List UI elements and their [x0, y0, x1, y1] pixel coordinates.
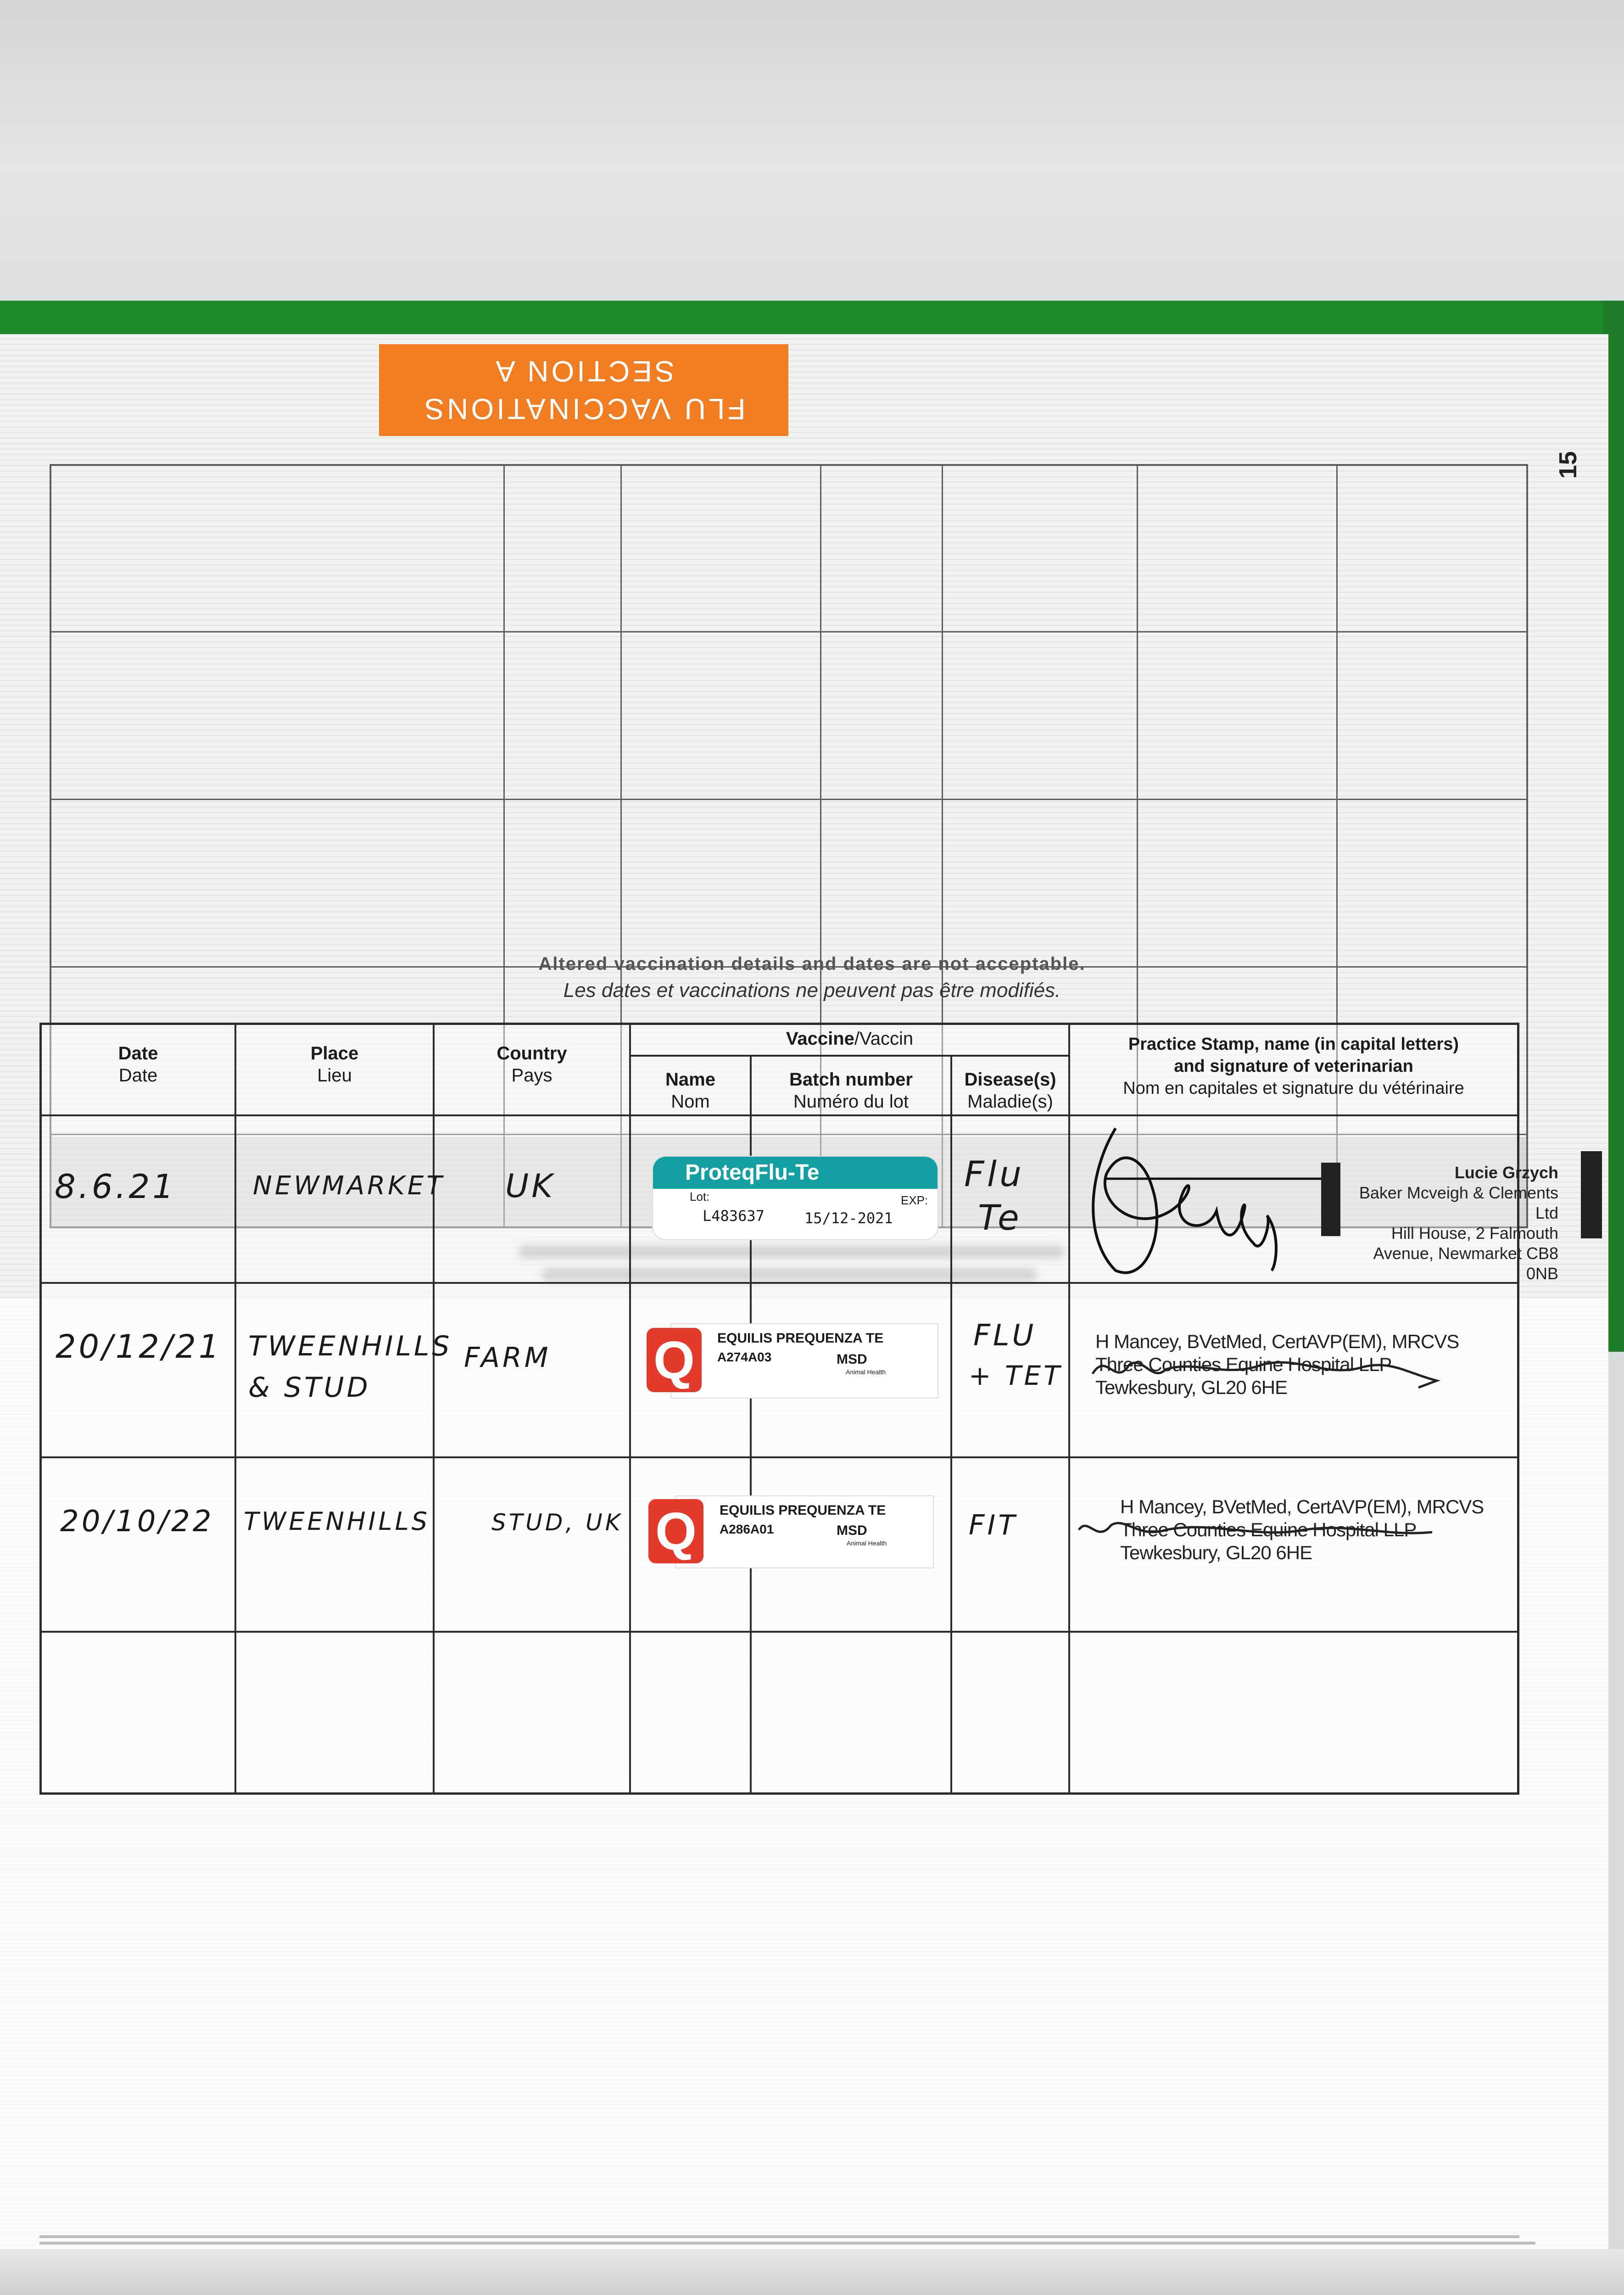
row1-vet-signature — [1079, 1119, 1363, 1280]
row2-place-line2: & STUD — [248, 1371, 371, 1404]
row1-place: NEWMARKET — [253, 1171, 445, 1201]
row1-practice-stamp: Lucie Grzych Baker Mcveigh & Clements Ltd Hill House, 2 Falmouth Avenue, Newmarket CB8 0NB — [1359, 1163, 1558, 1283]
proteq-brand: ProteqFlu-Te — [653, 1157, 938, 1189]
page-number: 15 — [1554, 451, 1582, 479]
passport-cover-edge — [0, 301, 1624, 336]
row2-vet-signature — [1088, 1346, 1464, 1397]
header-country: Country Pays — [497, 1043, 567, 1086]
row2-practice-stamp: H Mancey, BVetMed, CertAVP(EM), MRCVS Three Counties Equine Hospital LLP Tewkesbury, GL20 6HE — [1095, 1331, 1459, 1398]
notice-english: Altered vaccination details and dates are not acceptable. — [538, 954, 1086, 974]
row1-disease-1: Flu — [964, 1153, 1024, 1194]
section-banner-upside-down — [379, 344, 788, 436]
row1-vaccine-label — [652, 1156, 938, 1240]
row2-country: FARM — [464, 1342, 551, 1374]
header-disease: Disease(s) Maladie(s) — [964, 1069, 1056, 1112]
vaccine-batch: A274A03 — [717, 1350, 772, 1364]
header-batch: Batch number Numéro du lot — [789, 1069, 913, 1112]
row1-disease-2: Te — [978, 1197, 1022, 1238]
msd-logo: MSD — [837, 1352, 867, 1367]
row3-disease: FIT — [969, 1509, 1018, 1541]
banner-line-1: FLU VACCINATIONS — [422, 392, 746, 425]
row3-vet-signature — [1074, 1511, 1441, 1548]
msd-subtitle: Animal Health — [847, 1539, 887, 1547]
row3-practice-stamp: H Mancey, BVetMed, CertAVP(EM), MRCVS Three Counties Equine Hospital LLP Tewkesbury, GL20 6HE — [1120, 1496, 1484, 1563]
header-practice-stamp: Practice Stamp, name (in capital letters) and signature of veterinarian Nom en capitales et signature du vétérinaire — [1123, 1035, 1464, 1098]
header-place: Place Lieu — [310, 1043, 359, 1086]
row2-disease-1: FLU — [973, 1319, 1037, 1353]
msd-subtitle: Animal Health — [846, 1368, 886, 1376]
row2-vaccine-label — [653, 1323, 938, 1399]
msd-logo: MSD — [837, 1523, 867, 1538]
header-date: Date Date — [118, 1043, 158, 1086]
expiry-date: 15/12-2021 — [804, 1209, 893, 1227]
header-vaccine: Vaccine/Vaccin — [786, 1029, 914, 1049]
notice-french: Les dates et vaccinations ne peuvent pas être modifiés. — [563, 979, 1061, 1002]
page-edge-stack — [39, 2242, 1535, 2245]
exp-caption: EXP: — [901, 1193, 928, 1207]
scanner-background — [0, 0, 1624, 303]
row3-vaccine-label — [655, 1495, 934, 1568]
scanner-bottom — [0, 2249, 1624, 2295]
row3-date: 20/10/22 — [60, 1505, 214, 1539]
row2-place-line1: TWEENHILLS — [248, 1330, 452, 1362]
page-edge-stack — [39, 2235, 1519, 2238]
row3-place: TWEENHILLS — [244, 1507, 430, 1536]
lot-number: L483637 — [703, 1207, 765, 1225]
lot-caption: Lot: — [690, 1190, 710, 1203]
stamp-redaction-bar — [1321, 1163, 1340, 1236]
vaccine-batch: A286A01 — [720, 1522, 774, 1536]
row1-country: UK — [505, 1167, 556, 1205]
row2-disease-2: + TET — [969, 1360, 1063, 1391]
vaccination-table — [39, 1023, 1558, 1795]
stamp-edge-mark — [1581, 1151, 1602, 1238]
header-name: Name Nom — [665, 1069, 715, 1112]
equilis-q-logo: Q — [648, 1499, 703, 1563]
vaccine-brand: EQUILIS PREQUENZA TE — [717, 1331, 884, 1346]
row1-date: 8.6.21 — [55, 1167, 177, 1206]
row3-country: STUD, UK — [491, 1509, 623, 1536]
vaccine-brand: EQUILIS PREQUENZA TE — [720, 1503, 886, 1518]
row2-date: 20/12/21 — [56, 1328, 222, 1366]
equilis-q-logo: Q — [647, 1328, 702, 1392]
banner-line-2: SECTION A — [493, 355, 675, 388]
